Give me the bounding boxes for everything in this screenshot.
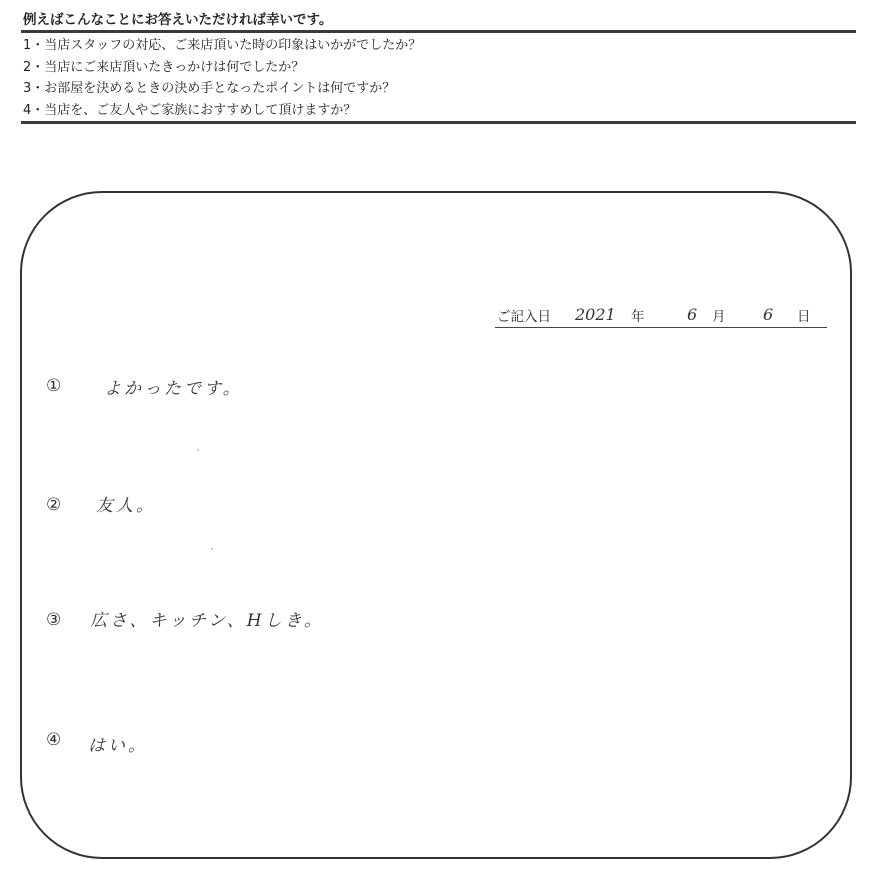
date-entry-row (495, 303, 827, 328)
survey-header (21, 10, 856, 124)
date-day: 6 (763, 305, 774, 324)
answer-number-3: ③ (46, 610, 62, 630)
date-label: ご記入日 (497, 309, 551, 325)
question-item-1: 1・当店スタッフの対応、ご来店頂いた時の印象はいかがでしたか？ (23, 38, 422, 53)
answer-number-1: ① (46, 376, 62, 396)
date-day-unit: 日 (797, 309, 811, 325)
answer-card (20, 191, 852, 859)
scan-speck (211, 548, 213, 550)
answer-text-2: 友人。 (96, 496, 156, 516)
header-title: 例えばこんなことにお答えいただければ幸いです。 (23, 12, 333, 28)
question-item-4: 4・当店を、ご友人やご家族におすすめして頂けますか？ (23, 102, 357, 118)
date-month: 6 (687, 305, 698, 324)
question-item-3: 3・お部屋を決めるときの決め手となったポイントは何ですか？ (23, 81, 396, 96)
answer-text-1: よかったです。 (104, 379, 243, 399)
header-bottom-rule (21, 121, 856, 124)
answer-text-4: はい。 (88, 736, 148, 756)
answer-number-2: ② (46, 495, 62, 515)
answer-text-3: 広さ、キッチン、Hしき。 (90, 611, 324, 631)
question-item-2: 2・当店にご来店頂いたきっかけは何でしたか？ (23, 59, 305, 75)
answer-number-4: ④ (46, 730, 62, 750)
date-year-unit: 年 (631, 309, 645, 325)
date-month-unit: 月 (712, 309, 726, 325)
question-list (21, 35, 856, 121)
date-year: 2021 (575, 305, 616, 324)
scan-speck (197, 449, 199, 451)
header-top-rule (21, 30, 856, 33)
